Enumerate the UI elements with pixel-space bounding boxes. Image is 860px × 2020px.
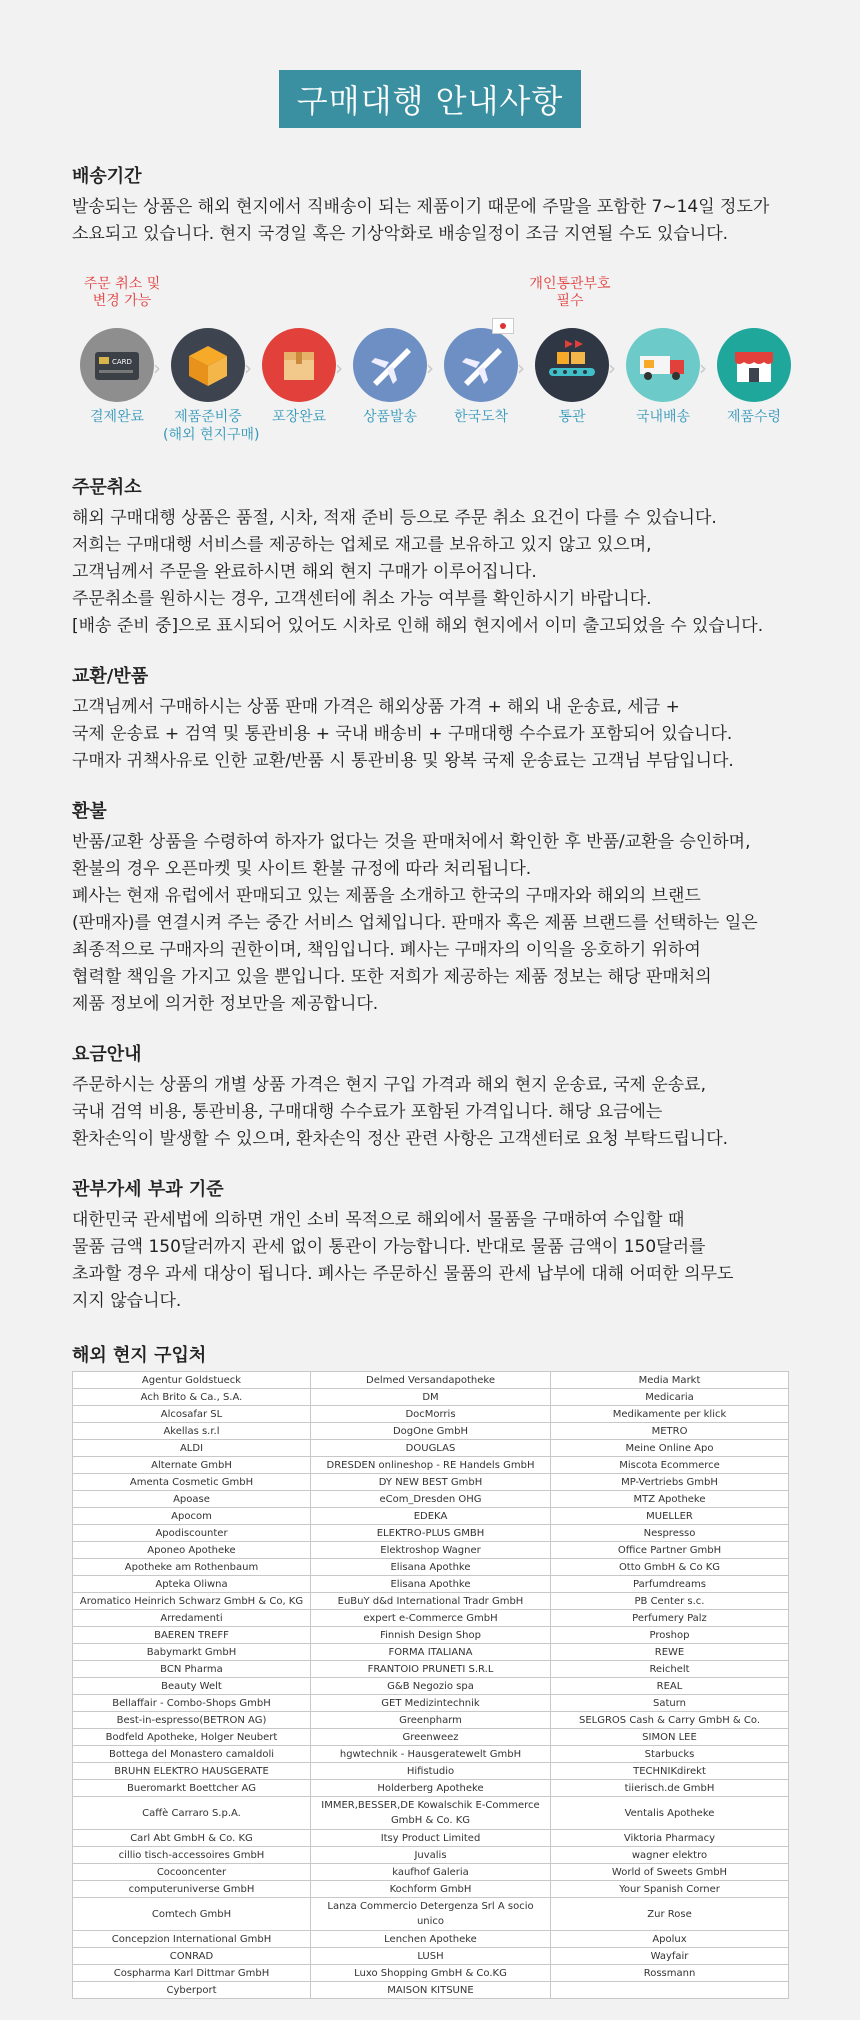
table-cell: FORMA ITALIANA — [311, 1644, 551, 1661]
table-cell: SIMON LEE — [551, 1729, 789, 1746]
table-cell: Otto GmbH & Co KG — [551, 1559, 789, 1576]
table-cell: DRESDEN onlineshop - RE Handels GmbH — [311, 1457, 551, 1474]
step-received — [709, 328, 799, 426]
table-cell: Itsy Product Limited — [311, 1830, 551, 1847]
table-row — [73, 1542, 789, 1559]
step-label: 제품준비중 — [174, 409, 242, 425]
table-cell: Aponeo Apotheke — [73, 1542, 311, 1559]
step-payment — [72, 328, 162, 426]
text-line: 최종적으로 구매자의 권한이며, 책임입니다. 폐사는 구매자의 이익을 옹호하기 위하여 — [72, 940, 701, 960]
table-cell: Nespresso — [551, 1525, 789, 1542]
table-cell: CONRAD — [73, 1948, 311, 1965]
step-label: 상품발송 — [362, 409, 418, 425]
table-cell: MTZ Apotheke — [551, 1491, 789, 1508]
table-cell: Ventalis Apotheke — [551, 1797, 789, 1830]
table-cell: Perfumery Palz — [551, 1610, 789, 1627]
table-cell: ALDI — [73, 1440, 311, 1457]
table-cell: DY NEW BEST GmbH — [311, 1474, 551, 1491]
stores-table-body — [73, 1372, 789, 1999]
table-cell: Meine Online Apo — [551, 1440, 789, 1457]
table-cell: Alternate GmbH — [73, 1457, 311, 1474]
table-cell: Media Markt — [551, 1372, 789, 1389]
svg-text:CARD: CARD — [112, 358, 132, 366]
airplane-icon — [353, 328, 427, 402]
table-cell: Best-in-espresso(BETRON AG) — [73, 1712, 311, 1729]
text-line: 소요되고 있습니다. 현지 국경일 혹은 기상악화로 배송일정이 조금 지연될 수도 있습니다. — [72, 224, 729, 244]
table-cell: Wayfair — [551, 1948, 789, 1965]
section-body — [72, 1072, 788, 1153]
table-row — [73, 1474, 789, 1491]
table-cell: computeruniverse GmbH — [73, 1881, 311, 1898]
table-cell: PB Center s.c. — [551, 1593, 789, 1610]
table-cell: IMMER,BESSER,DE Kowalschik E-Commerce GmbH & Co. KG — [311, 1797, 551, 1830]
table-cell — [551, 1982, 789, 1999]
table-cell: Apolux — [551, 1931, 789, 1948]
table-cell: Greenpharm — [311, 1712, 551, 1729]
store-icon — [717, 328, 791, 402]
section-title: 교환/반품 — [72, 666, 149, 687]
table-cell: Apteka Oliwna — [73, 1576, 311, 1593]
table-row — [73, 1406, 789, 1423]
text-line: 제품 정보에 의거한 정보만을 제공합니다. — [72, 994, 379, 1014]
table-cell: Aromatico Heinrich Schwarz GmbH & Co, KG — [73, 1593, 311, 1610]
table-row — [73, 1593, 789, 1610]
chevron-right-icon: › — [426, 356, 434, 380]
table-cell: BCN Pharma — [73, 1661, 311, 1678]
text-line: 고객님께서 주문을 완료하시면 해외 현지 구매가 이루어집니다. — [72, 562, 537, 582]
note-customs-code-required: 개인통관부호 필수 — [529, 276, 611, 309]
table-cell: hgwtechnik - Hausgeratewelt GmbH — [311, 1746, 551, 1763]
table-cell: kaufhof Galeria — [311, 1864, 551, 1881]
text-line: 구매자 귀책사유로 인한 교환/반품 시 통관비용 및 왕복 국제 운송료는 고객님 부담입니다. — [72, 751, 734, 771]
table-cell: World of Sweets GmbH — [551, 1864, 789, 1881]
table-cell: DogOne GmbH — [311, 1423, 551, 1440]
table-cell: Elisana Apothke — [311, 1576, 551, 1593]
step-packed — [254, 328, 344, 426]
table-cell: Arredamenti — [73, 1610, 311, 1627]
stores-table — [72, 1371, 789, 1999]
text-line: [배송 준비 중]으로 표시되어 있어도 시차로 인해 해외 현지에서 이미 출고되었을 수 있습니다. — [72, 616, 764, 636]
step-preparing — [163, 328, 260, 444]
table-row — [73, 1491, 789, 1508]
table-row — [73, 1763, 789, 1780]
table-cell: Cocooncenter — [73, 1864, 311, 1881]
table-row — [73, 1847, 789, 1864]
table-cell: Greenweez — [311, 1729, 551, 1746]
card-icon — [80, 328, 154, 402]
table-row — [73, 1610, 789, 1627]
table-cell: DOUGLAS — [311, 1440, 551, 1457]
table-cell: Alcosafar SL — [73, 1406, 311, 1423]
text-line: 국제 운송료 + 검역 및 통관비용 + 국내 배송비 + 구매대행 수수료가 포함되어 있습니다. — [72, 724, 733, 744]
step-label: 결제완료 — [89, 409, 145, 425]
table-cell: Cyberport — [73, 1982, 311, 1999]
chevron-right-icon: › — [517, 356, 525, 380]
table-cell: Concepzion International GmbH — [73, 1931, 311, 1948]
step-arrived-korea — [436, 328, 526, 426]
table-cell: EuBuY d&d International Tradr GmbH — [311, 1593, 551, 1610]
table-cell: Bueromarkt Boettcher AG — [73, 1780, 311, 1797]
table-cell: Zur Rose — [551, 1898, 789, 1931]
section-exchange — [72, 662, 788, 775]
table-cell: BRUHN ELEKTRO HAUSGERATE — [73, 1763, 311, 1780]
table-cell: Lanza Commercio Detergenza Srl A socio unico — [311, 1898, 551, 1931]
table-row — [73, 1881, 789, 1898]
table-cell: Holderberg Apotheke — [311, 1780, 551, 1797]
process-steps — [72, 276, 788, 451]
text-line: 폐사는 현재 유럽에서 판매되고 있는 제품을 소개하고 한국의 구매자와 해외의 브랜드 — [72, 886, 701, 906]
text-line: 발송되는 상품은 해외 현지에서 직배송이 되는 제품이기 때문에 주말을 포함한 7~14일 정도가 — [72, 197, 770, 217]
chevron-right-icon: › — [153, 356, 161, 380]
text-line: 반품/교환 상품을 수령하여 하자가 없다는 것을 판매처에서 확인한 후 반품/교환을 승인하며, — [72, 832, 751, 852]
table-row — [73, 1797, 789, 1830]
table-cell: Cospharma Karl Dittmar GmbH — [73, 1965, 311, 1982]
table-row — [73, 1508, 789, 1525]
text-line: 주문취소를 원하시는 경우, 고객센터에 취소 가능 여부를 확인하시기 바랍니다. — [72, 589, 652, 609]
table-cell: Elektroshop Wagner — [311, 1542, 551, 1559]
airplane-korea-icon — [444, 328, 518, 402]
table-cell: eCom_Dresden OHG — [311, 1491, 551, 1508]
table-cell: Medikamente per klick — [551, 1406, 789, 1423]
table-row — [73, 1780, 789, 1797]
table-cell: Reichelt — [551, 1661, 789, 1678]
table-cell: REWE — [551, 1644, 789, 1661]
table-cell: Luxo Shopping GmbH & Co.KG — [311, 1965, 551, 1982]
table-cell: TECHNIKdirekt — [551, 1763, 789, 1780]
text-line: 해외 구매대행 상품은 품절, 시차, 적재 준비 등으로 주문 취소 요건이 다를 수 있습니다. — [72, 508, 717, 528]
section-body — [72, 1207, 788, 1315]
table-cell: Agentur Goldstueck — [73, 1372, 311, 1389]
section-delivery — [72, 162, 788, 248]
table-row — [73, 1729, 789, 1746]
table-row — [73, 1440, 789, 1457]
section-cancel — [72, 473, 788, 640]
table-cell: Finnish Design Shop — [311, 1627, 551, 1644]
table-row — [73, 1948, 789, 1965]
table-row — [73, 1678, 789, 1695]
text-line: 초과할 경우 과세 대상이 됩니다. 폐사는 주문하신 물품의 관세 납부에 대해 어떠한 의무도 — [72, 1264, 734, 1284]
table-cell: ELEKTRO-PLUS GMBH — [311, 1525, 551, 1542]
table-cell: Medicaria — [551, 1389, 789, 1406]
table-cell: Elisana Apothke — [311, 1559, 551, 1576]
table-cell: Kochform GmbH — [311, 1881, 551, 1898]
table-row — [73, 1423, 789, 1440]
table-row — [73, 1372, 789, 1389]
chevron-right-icon: › — [244, 356, 252, 380]
table-cell: Delmed Versandapotheke — [311, 1372, 551, 1389]
table-cell: DM — [311, 1389, 551, 1406]
table-cell: Babymarkt GmbH — [73, 1644, 311, 1661]
section-title: 관부가세 부과 기준 — [72, 1179, 224, 1200]
table-cell: Caffè Carraro S.p.A. — [73, 1797, 311, 1830]
table-cell: Beauty Welt — [73, 1678, 311, 1695]
chevron-right-icon: › — [699, 356, 707, 380]
table-cell: Apodiscounter — [73, 1525, 311, 1542]
table-cell: Rossmann — [551, 1965, 789, 1982]
text-line: 환차손익이 발생할 수 있으며, 환차손익 정산 관련 사항은 고객센터로 요청 부탁드립니다. — [72, 1129, 729, 1149]
table-cell: SELGROS Cash & Carry GmbH & Co. — [551, 1712, 789, 1729]
step-domestic-delivery — [618, 328, 708, 426]
table-cell: Bodfeld Apotheke, Holger Neubert — [73, 1729, 311, 1746]
truck-icon — [626, 328, 700, 402]
table-cell: REAL — [551, 1678, 789, 1695]
table-cell: Your Spanish Corner — [551, 1881, 789, 1898]
note-cancel-available: 주문 취소 및 변경 가능 — [83, 276, 161, 309]
section-body — [72, 194, 788, 248]
table-cell: Carl Abt GmbH & Co. KG — [73, 1830, 311, 1847]
table-cell: Proshop — [551, 1627, 789, 1644]
text-line: 저희는 구매대행 서비스를 제공하는 업체로 재고를 보유하고 있지 않고 있으며, — [72, 535, 652, 555]
table-cell: GET Medizintechnik — [311, 1695, 551, 1712]
table-row — [73, 1965, 789, 1982]
table-row — [73, 1644, 789, 1661]
table-cell: Akellas s.r.l — [73, 1423, 311, 1440]
section-stores — [72, 1341, 788, 1367]
table-cell: BAEREN TREFF — [73, 1627, 311, 1644]
table-row — [73, 1627, 789, 1644]
korea-flag-icon — [492, 318, 514, 334]
table-cell: Amenta Cosmetic GmbH — [73, 1474, 311, 1491]
step-label: 통관 — [558, 409, 586, 425]
table-cell: tiierisch.de GmbH — [551, 1780, 789, 1797]
section-refund — [72, 797, 788, 1018]
text-line: 협력할 책임을 가지고 있을 뿐입니다. 또한 저희가 제공하는 제품 정보는 해당 판매처의 — [72, 967, 712, 987]
table-row — [73, 1389, 789, 1406]
table-cell: METRO — [551, 1423, 789, 1440]
section-tax — [72, 1175, 788, 1315]
text-line: 고객님께서 구매하시는 상품 판매 가격은 해외상품 가격 + 해외 내 운송료, 세금 + — [72, 697, 680, 717]
table-cell: EDEKA — [311, 1508, 551, 1525]
table-row — [73, 1931, 789, 1948]
text-line: 국내 검역 비용, 통관비용, 구매대행 수수료가 포함된 가격입니다. 해당 요금에는 — [72, 1102, 663, 1122]
section-body — [72, 694, 788, 775]
text-line: 대한민국 관세법에 의하면 개인 소비 목적으로 해외에서 물품을 구매하여 수입할 때 — [72, 1210, 685, 1230]
table-cell: FRANTOIO PRUNETI S.R.L — [311, 1661, 551, 1678]
table-row — [73, 1661, 789, 1678]
title-wrap — [0, 0, 860, 128]
section-title: 요금안내 — [72, 1044, 142, 1065]
step-label: 제품수령 — [726, 409, 782, 425]
step-sublabel: (해외 현지구매) — [163, 427, 260, 443]
table-row — [73, 1712, 789, 1729]
page-title: 구매대행 안내사항 — [279, 70, 581, 128]
table-cell: Parfumdreams — [551, 1576, 789, 1593]
conveyor-icon — [535, 328, 609, 402]
table-cell: Ach Brito & Ca., S.A. — [73, 1389, 311, 1406]
table-row — [73, 1982, 789, 1999]
table-row — [73, 1864, 789, 1881]
table-cell: Lenchen Apotheke — [311, 1931, 551, 1948]
table-cell: MUELLER — [551, 1508, 789, 1525]
table-cell: G&B Negozio spa — [311, 1678, 551, 1695]
text-line: 환불의 경우 오픈마켓 및 사이트 환불 규정에 따라 처리됩니다. — [72, 859, 532, 879]
table-cell: cillio tisch-accessoires GmbH — [73, 1847, 311, 1864]
step-label: 국내배송 — [635, 409, 691, 425]
table-row — [73, 1898, 789, 1931]
table-cell: Viktoria Pharmacy — [551, 1830, 789, 1847]
step-shipped — [345, 328, 435, 426]
section-title: 주문취소 — [72, 477, 142, 498]
table-row — [73, 1830, 789, 1847]
chevron-right-icon: › — [608, 356, 616, 380]
section-title: 해외 현지 구입처 — [72, 1345, 207, 1366]
section-body — [72, 829, 788, 1018]
table-cell: Bellaffair - Combo-Shops GmbH — [73, 1695, 311, 1712]
table-cell: Comtech GmbH — [73, 1898, 311, 1931]
table-cell: Apotheke am Rothenbaum — [73, 1559, 311, 1576]
text-line: (판매자)를 연결시켜 주는 중간 서비스 업체입니다. 판매자 혹은 제품 브랜드를 선택하는 일은 — [72, 913, 758, 933]
table-cell: DocMorris — [311, 1406, 551, 1423]
table-cell: MAISON KITSUNE — [311, 1982, 551, 1999]
text-line: 주문하시는 상품의 개별 상품 가격은 현지 구입 가격과 해외 현지 운송료, 국제 운송료, — [72, 1075, 707, 1095]
table-row — [73, 1525, 789, 1542]
table-cell: Starbucks — [551, 1746, 789, 1763]
table-cell: Apocom — [73, 1508, 311, 1525]
table-cell: Miscota Ecommerce — [551, 1457, 789, 1474]
step-label: 포장완료 — [271, 409, 327, 425]
table-cell: expert e-Commerce GmbH — [311, 1610, 551, 1627]
section-fee — [72, 1040, 788, 1153]
table-cell: Juvalis — [311, 1847, 551, 1864]
table-cell: Bottega del Monastero camaldoli — [73, 1746, 311, 1763]
table-cell: wagner elektro — [551, 1847, 789, 1864]
section-body — [72, 505, 788, 640]
table-cell: Office Partner GmbH — [551, 1542, 789, 1559]
text-line: 물품 금액 150달러까지 관세 없이 통관이 가능합니다. 반대로 물품 금액이 150달러를 — [72, 1237, 706, 1257]
step-label: 한국도착 — [453, 409, 509, 425]
table-cell: Hifistudio — [311, 1763, 551, 1780]
table-cell: MP-Vertriebs GmbH — [551, 1474, 789, 1491]
section-title: 배송기간 — [72, 166, 142, 187]
table-cell: LUSH — [311, 1948, 551, 1965]
table-row — [73, 1746, 789, 1763]
table-row — [73, 1457, 789, 1474]
package-icon — [262, 328, 336, 402]
section-title: 환불 — [72, 801, 107, 822]
table-cell: Saturn — [551, 1695, 789, 1712]
chevron-right-icon: › — [335, 356, 343, 380]
table-row — [73, 1576, 789, 1593]
table-cell: Apoase — [73, 1491, 311, 1508]
table-row — [73, 1695, 789, 1712]
text-line: 지지 않습니다. — [72, 1291, 182, 1311]
box-icon — [171, 328, 245, 402]
step-customs — [527, 328, 617, 426]
table-row — [73, 1559, 789, 1576]
